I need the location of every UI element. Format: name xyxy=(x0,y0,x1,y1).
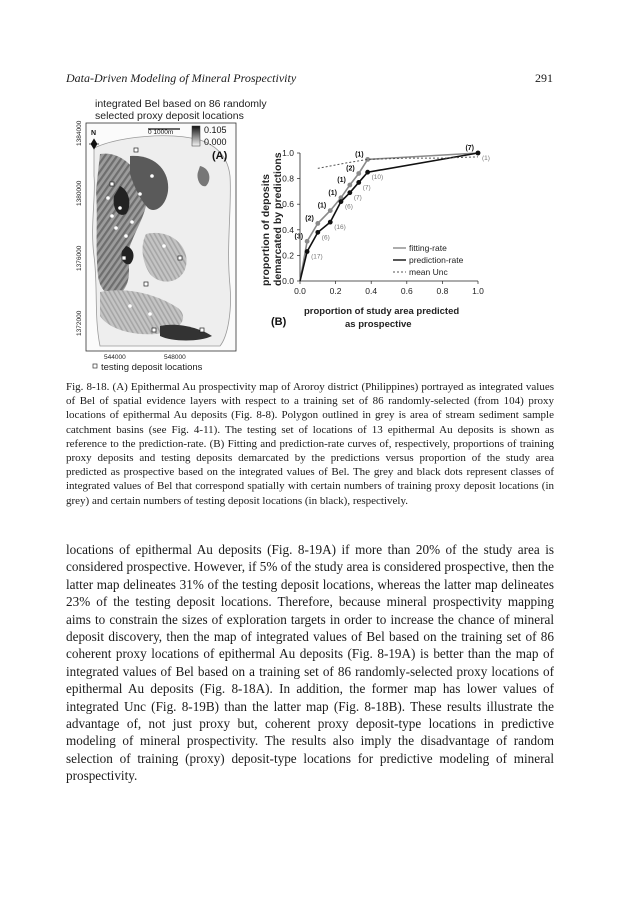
prediction-point-label: (16) xyxy=(334,224,346,232)
chart-xlabel-line1: proportion of study area predicted xyxy=(304,306,460,317)
fitting-point-label: (2) xyxy=(305,215,314,223)
map-x-tick: 548000 xyxy=(164,354,186,361)
chart-ylabel-line2: demarcated by predictions xyxy=(272,152,284,286)
prediction-point-label: (17) xyxy=(311,253,323,261)
chart-xlabel-line2: as prospective xyxy=(345,319,412,330)
testing-deposit-marker xyxy=(178,256,182,260)
x-tick-label: 0.6 xyxy=(400,286,413,296)
y-tick-label: 0.2 xyxy=(282,250,294,261)
map-title-line2: selected proxy deposit locations xyxy=(95,110,244,122)
prediction-point-label: (6) xyxy=(321,234,330,242)
proxy-dot xyxy=(118,206,122,210)
caption-text: (A) Epithermal Au prospectivity map of Aroroy district (Philippines) portrayed as integrated values of Bel of spatial evidence layers with respect to a training set of 86 randomly-selected (from 104) proxy locations of epithermal Au deposits (Fig. 8-8). Polygon outlined in grey is area of stream sediment sample catchment basins (see Fig. 4-11). The testing set of locations of 13 epithermal Au deposits is shown as reference to the prediction-rate. (B) Fitting and prediction-rate curves of, respectively, proportions of training proxy deposits and testing deposits demarcated by the predictions versus proportion of the study area predicted as prospective based on the integrated values of Bel. The grey and black dots represent classes of integrated values of Bel that correspond spatially with certain numbers of training proxy deposit locations (in grey) and certain numbers of testing deposit locations (in black), respectively. xyxy=(66,381,555,507)
x-tick-label: 0.4 xyxy=(365,286,378,296)
proxy-dot xyxy=(114,226,118,230)
fitting-rate-point xyxy=(305,239,310,244)
proxy-dot xyxy=(124,234,128,238)
x-tick-label: 0.8 xyxy=(436,286,449,296)
proxy-dot xyxy=(130,220,134,224)
chart-ylabel-line1: proportion of deposits xyxy=(260,174,272,286)
map-y-tick: 1376000 xyxy=(76,245,83,271)
map-title-line1: integrated Bel based on 86 randomly xyxy=(95,98,267,110)
proxy-dot xyxy=(148,312,152,316)
prediction-rate-point xyxy=(365,170,370,175)
prediction-rate-point xyxy=(356,180,361,185)
prediction-rate-point xyxy=(328,220,333,225)
prediction-point-label: (6) xyxy=(344,203,353,211)
map-x-tick: 544000 xyxy=(104,354,126,361)
figure-8-18 xyxy=(60,96,560,376)
map-panel xyxy=(76,98,267,373)
fitting-point-label: (1) xyxy=(337,177,346,184)
proxy-dot xyxy=(106,196,110,200)
prediction-point-label: (7) xyxy=(362,184,371,192)
prediction-rate-point xyxy=(315,230,320,235)
rate-chart xyxy=(260,145,490,330)
map-y-tick: 1384000 xyxy=(76,120,83,146)
map-panel-label: (A) xyxy=(212,150,228,162)
legend-low-value: 0.000 xyxy=(204,137,227,147)
page-number: 291 xyxy=(535,71,553,85)
x-tick-label: 1.0 xyxy=(472,286,484,296)
y-tick-label: 0.6 xyxy=(282,199,294,210)
body-paragraph: locations of epithermal Au deposits (Fig. 8-19A) if more than 20% of the study area is considered prospective. However, if 5% of the study area is considered prospective, then the latter map delineates 31% of the testing deposit locations, whereas the latter map delineates 23% of the testing deposit locations. Therefore, because mineral prospectivity mapping aims to constrain the sizes of exploration targets in order to increase the chance of mineral deposit discovery, then the map of integrated values of Bel based on the training set of 86 coherent proxy locations of epithermal Au deposits (Fig. 8-19A) is better than the map of integrated values of Bel based on a training set of 86 randomly-selected proxy locations of epithermal Au deposits (Fig. 8-18A). In addition, the former map has lower values of integrated Unc (Fig. 8-19B) than the latter map (Fig. 8-18B). These results illustrate the advantage of, not just proxy but, coherent proxy deposit-type locations in predictive modeling of mineral prospectivity. The results also imply the disadvantage of random selection of training (proxy) deposit-type locations for predictive modeling of mineral prospectivity. xyxy=(66,542,554,784)
map-y-tick: 1372000 xyxy=(76,310,83,336)
prediction-rate-point xyxy=(476,151,481,156)
figure-caption xyxy=(66,380,554,508)
fitting-rate-point xyxy=(356,171,361,176)
prediction-rate-point xyxy=(339,199,344,204)
legend-fitting-label: fitting-rate xyxy=(409,243,447,253)
fitting-rate-point xyxy=(347,183,352,188)
legend-high-value: 0.105 xyxy=(204,125,227,135)
prediction-point-label: (10) xyxy=(371,174,384,182)
proxy-dot xyxy=(162,244,166,248)
chart-x-ticks xyxy=(294,281,484,296)
proxy-dot xyxy=(128,304,132,308)
proxy-dot xyxy=(138,192,142,196)
running-header xyxy=(66,71,553,86)
y-tick-label: 0.8 xyxy=(282,173,294,184)
fitting-point-label: (1) xyxy=(328,189,337,197)
y-tick-label: 1.0 xyxy=(282,148,294,158)
running-title: Data-Driven Modeling of Mineral Prospectivity xyxy=(66,71,297,85)
scale-label: 0 1000m xyxy=(148,129,174,136)
testing-deposit-marker xyxy=(152,328,156,332)
fitting-rate-point xyxy=(328,208,333,213)
y-tick-label: 0.0 xyxy=(282,276,294,286)
chart-panel-label: (B) xyxy=(271,316,287,328)
y-tick-label: 0.4 xyxy=(282,224,294,235)
fitting-point-label: (7) xyxy=(465,145,474,152)
fitting-rate-point xyxy=(315,221,320,226)
proxy-dot xyxy=(110,214,114,218)
fitting-point-label: (1) xyxy=(317,202,327,210)
legend-colorbar xyxy=(192,126,200,146)
fitting-point-label: (3) xyxy=(294,233,304,241)
caption-label: Fig. 8-18. xyxy=(66,381,110,393)
figure-canvas xyxy=(60,96,560,376)
chart-y-ticks xyxy=(282,148,300,286)
legend-prediction-label: prediction-rate xyxy=(409,255,464,265)
testing-legend-icon xyxy=(93,364,97,368)
fitting-point-label: (1) xyxy=(355,151,364,159)
x-tick-label: 0.0 xyxy=(294,286,306,296)
testing-deposit-marker xyxy=(110,182,114,186)
testing-deposit-marker xyxy=(200,328,204,332)
map-y-tick: 1380000 xyxy=(76,180,83,206)
testing-legend-label: testing deposit locations xyxy=(101,362,203,373)
north-label: N xyxy=(91,130,97,137)
legend-unc-label: mean Unc xyxy=(409,267,448,277)
proxy-dot xyxy=(150,174,154,178)
prediction-point-label: (1) xyxy=(482,155,490,162)
chart-point-labels xyxy=(295,145,490,261)
prediction-rate-point xyxy=(305,249,310,254)
testing-deposit-marker xyxy=(122,256,126,260)
fitting-point-label: (2) xyxy=(346,165,355,173)
chart-legend xyxy=(393,243,464,277)
prediction-point-label: (7) xyxy=(353,194,362,202)
testing-deposit-marker xyxy=(144,282,148,286)
testing-deposit-marker xyxy=(134,148,138,152)
prediction-rate-point xyxy=(347,190,352,195)
x-tick-label: 0.2 xyxy=(329,286,342,296)
